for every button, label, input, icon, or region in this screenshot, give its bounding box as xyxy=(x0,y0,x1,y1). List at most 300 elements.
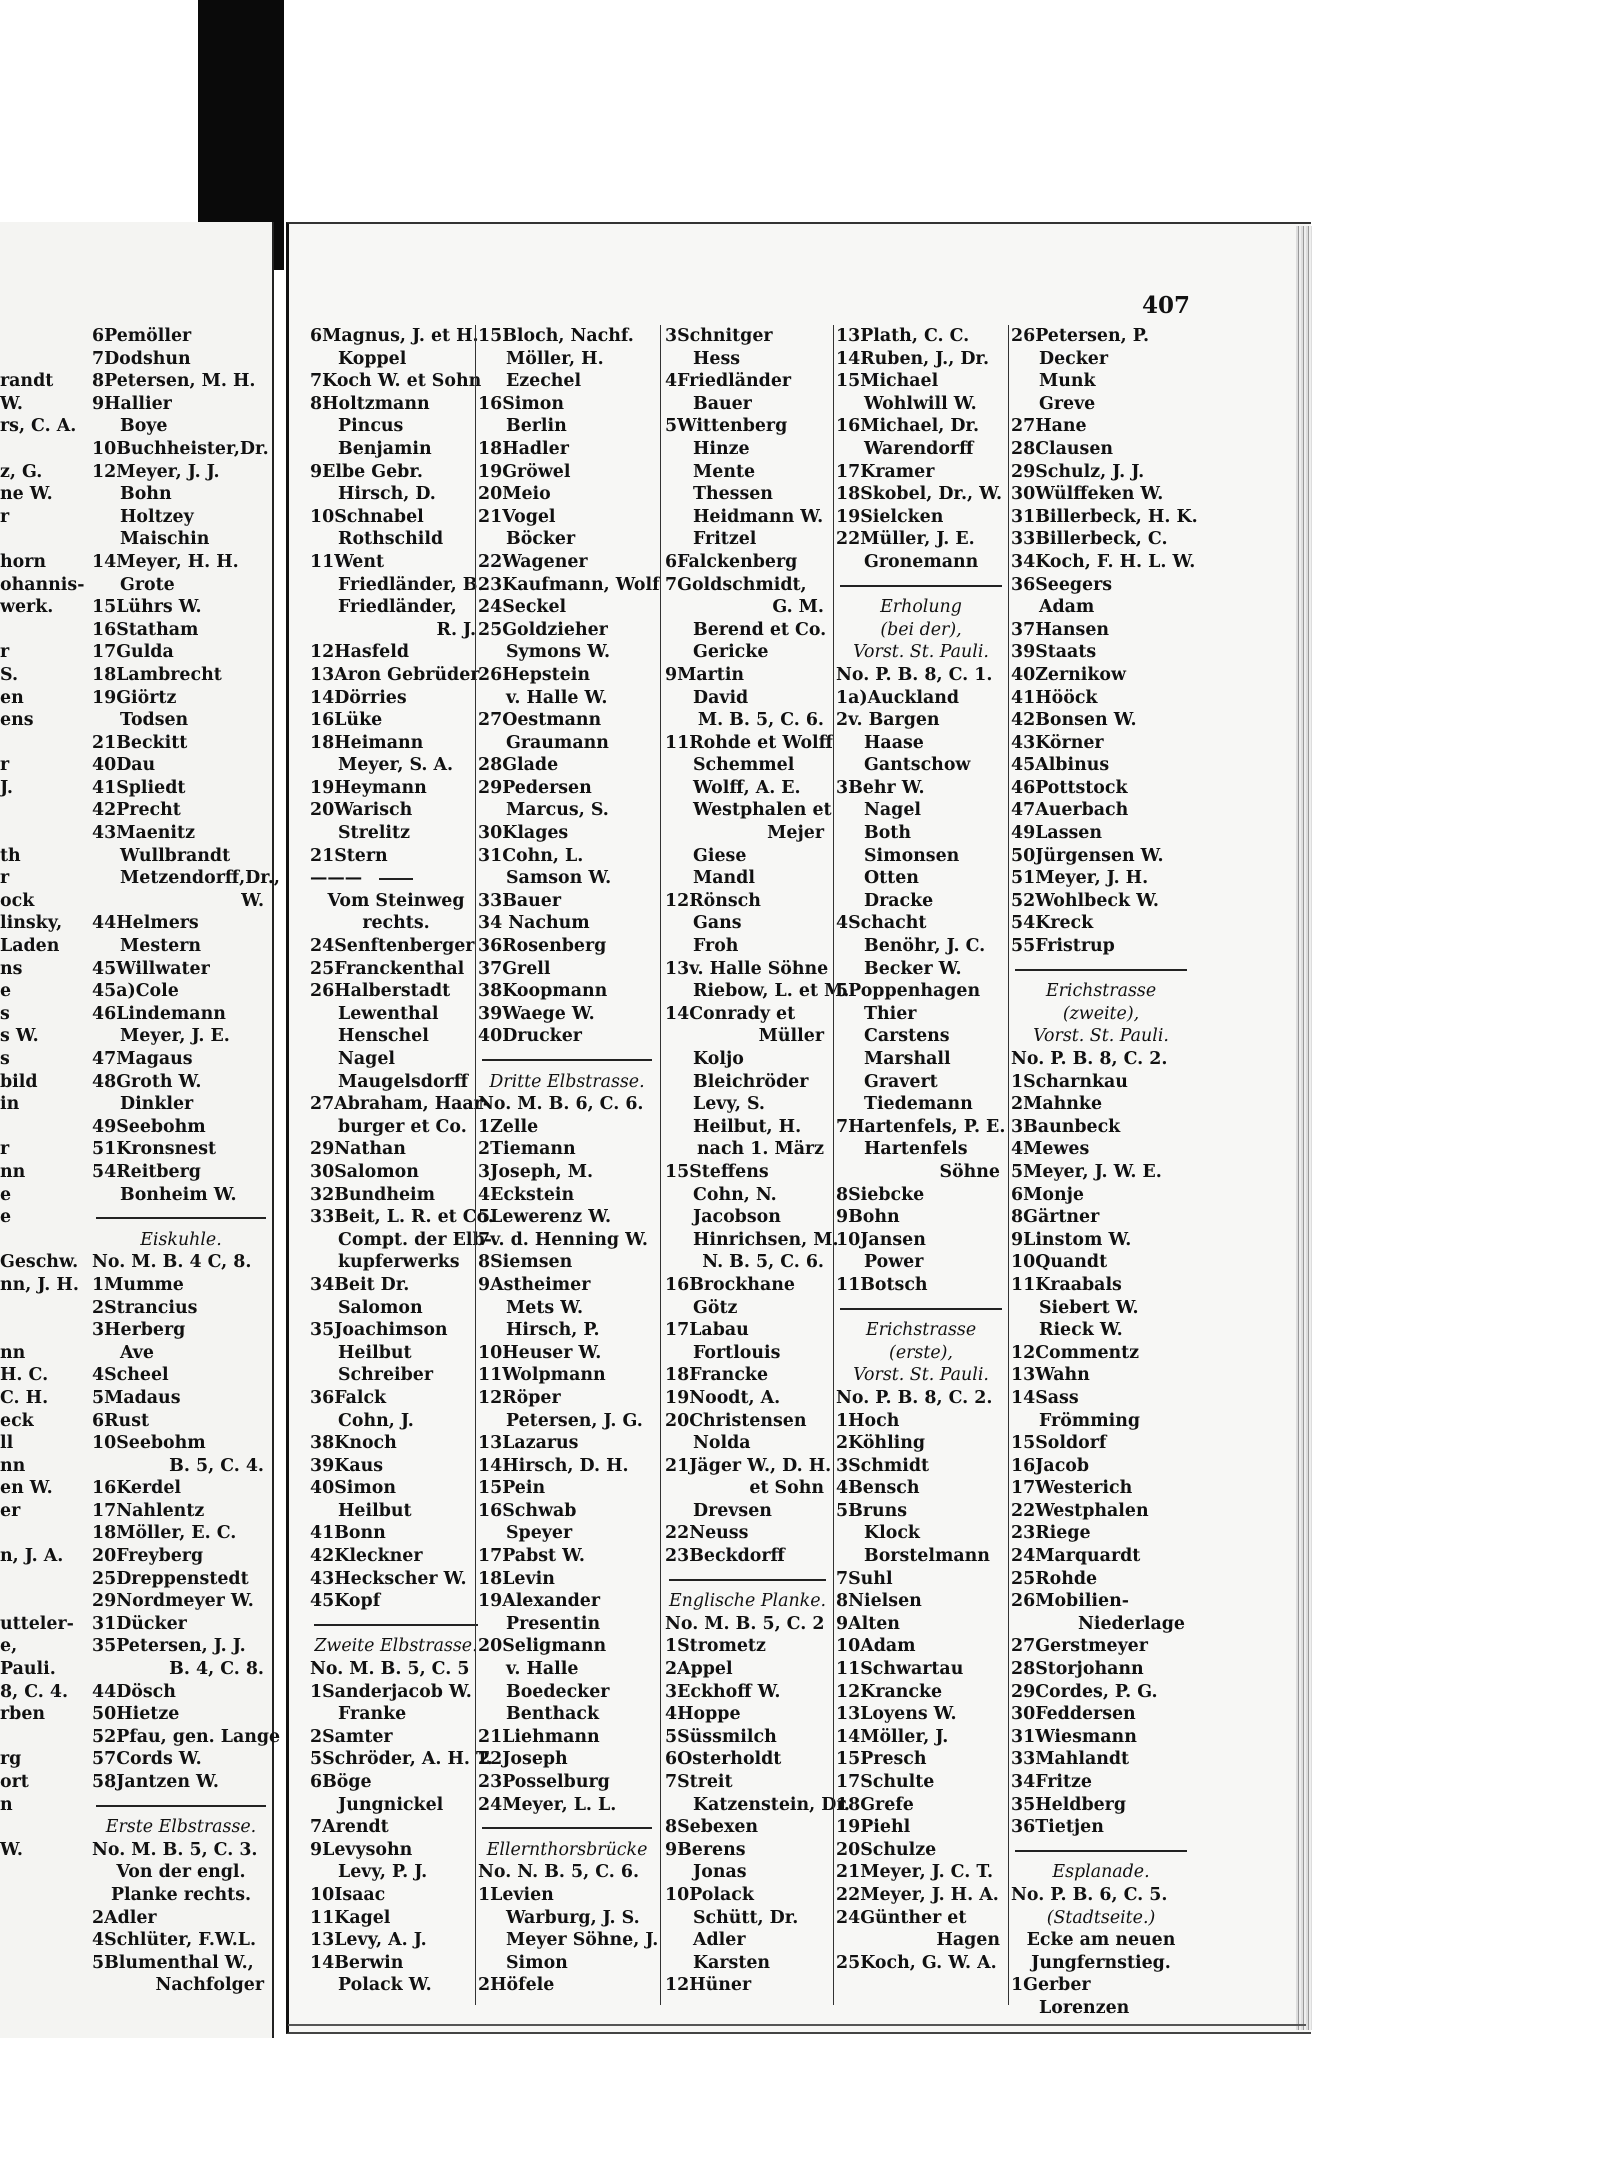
directory-entry: 9Astheimer xyxy=(478,1274,591,1295)
street-heading: (Stadtseite.) xyxy=(1046,1907,1156,1928)
street-heading: (zweite), xyxy=(1062,1003,1140,1024)
directory-entry: Simon xyxy=(506,1952,568,1973)
directory-entry: 44Helmers xyxy=(92,913,199,934)
directory-entry: 13Lazarus xyxy=(478,1433,579,1454)
directory-entry: 38Knoch xyxy=(310,1433,397,1454)
directory-entry: 21Stern xyxy=(310,845,388,866)
directory-entry: 14Meyer, H. H. xyxy=(92,551,239,572)
directory-entry: 8Sebexen xyxy=(665,1817,759,1838)
directory-entry: Mejer xyxy=(767,823,824,844)
directory-entry: e xyxy=(0,981,12,1002)
directory-entry: 5Süssmilch xyxy=(665,1726,777,1747)
directory-entry: en xyxy=(0,687,24,708)
directory-entry: 32Bundheim xyxy=(310,1184,436,1205)
directory-entry: 15Soldorf xyxy=(1011,1433,1107,1454)
directory-entry: 26Hepstein xyxy=(478,664,590,685)
directory-entry: r xyxy=(0,1139,10,1160)
directory-entry: Salomon xyxy=(338,1297,423,1318)
column-separator xyxy=(660,325,661,2005)
directory-entry: 28Clausen xyxy=(1011,438,1114,459)
directory-entry: 33Beit, L. R. et Co. xyxy=(310,1207,494,1228)
directory-entry: 3Baunbeck xyxy=(1011,1116,1121,1137)
directory-entry: 7Streit xyxy=(665,1772,733,1792)
directory-entry xyxy=(0,1816,90,1839)
directory-entry: Meyer Söhne, J. xyxy=(506,1930,659,1951)
directory-entry: Carstens xyxy=(864,1026,950,1047)
directory-entry: 31Dücker xyxy=(92,1613,187,1634)
directory-entry xyxy=(0,619,90,642)
directory-entry xyxy=(0,1229,90,1252)
directory-entry: Wullbrandt xyxy=(120,845,231,866)
directory-entry: 16Lüke xyxy=(310,710,383,731)
directory-entry: Pauli. xyxy=(0,1659,56,1680)
directory-entry: 8Siemsen xyxy=(478,1252,573,1273)
directory-entry xyxy=(0,799,90,822)
directory-entry: Power xyxy=(864,1252,924,1273)
directory-entry: 27Hane xyxy=(1011,416,1087,437)
directory-entry: 4Schlüter, F.W.L. xyxy=(92,1930,257,1951)
directory-entry: 34 Nachum xyxy=(478,913,590,934)
directory-entry: 8Siebcke xyxy=(836,1184,925,1205)
section-rule xyxy=(836,1297,1006,1320)
directory-entry: No. M. B. 5, C. 2 xyxy=(665,1613,825,1634)
directory-entry: 44Dösch xyxy=(92,1681,176,1702)
directory-entry: 19Sielcken xyxy=(836,506,944,527)
directory-entry: 20Christensen xyxy=(665,1410,807,1431)
directory-entry: 10Quandt xyxy=(1011,1252,1108,1273)
directory-entry: Hirsch, D. xyxy=(338,484,436,505)
directory-entry: 43Maenitz xyxy=(92,823,195,844)
directory-entry: 42Precht xyxy=(92,800,181,821)
directory-entry: 17Pabst W. xyxy=(478,1546,585,1567)
directory-entry: 40Drucker xyxy=(478,1026,582,1047)
directory-entry: utteler- xyxy=(0,1613,74,1634)
directory-entry: Niederlage xyxy=(1077,1613,1185,1634)
directory-entry: 6Osterholdt xyxy=(665,1749,782,1770)
directory-entry: r xyxy=(0,868,10,889)
directory-entry: werk. xyxy=(0,597,54,618)
directory-entry: 5Wittenberg xyxy=(665,416,788,437)
directory-entry: 27Gerstmeyer xyxy=(1011,1636,1148,1657)
directory-entry: Hinrichsen, M. xyxy=(693,1229,839,1250)
directory-entry: Götz xyxy=(693,1297,738,1318)
directory-entry: Tiedemann xyxy=(864,1094,973,1115)
directory-entry: 22Westphalen xyxy=(1011,1500,1149,1521)
directory-entry: Thessen xyxy=(693,484,773,505)
directory-entry: s xyxy=(0,1049,10,1069)
directory-entry: 21Liehmann xyxy=(478,1726,600,1747)
directory-entry: Fritzel xyxy=(693,529,757,550)
directory-entry: 1Hoch xyxy=(836,1410,900,1431)
directory-entry: 17Kramer xyxy=(836,461,935,482)
street-heading: Erichstrasse xyxy=(865,1320,977,1341)
directory-entry xyxy=(0,528,90,551)
directory-entry: 28Storjohann xyxy=(1011,1659,1144,1680)
directory-entry: Ave xyxy=(120,1342,154,1363)
directory-entry: Benöhr, J. C. xyxy=(864,936,986,957)
directory-entry: 14Sass xyxy=(1011,1387,1079,1408)
directory-entry: Mestern xyxy=(120,936,202,957)
directory-entry: 43Körner xyxy=(1011,732,1104,753)
directory-entry: No. P. B. 8, C. 1. xyxy=(836,664,993,685)
directory-entry: 1Levien xyxy=(478,1884,554,1905)
directory-entry: 1Mumme xyxy=(92,1274,184,1295)
directory-entry: 9Linstom W. xyxy=(1011,1229,1132,1250)
directory-entry: 20Meio xyxy=(478,484,551,505)
directory-entry: Gravert xyxy=(864,1071,938,1092)
street-heading: Vorst. St. Pauli. xyxy=(853,1365,989,1386)
directory-entry: 13Aron Gebrüder xyxy=(310,664,480,685)
directory-entry: 3Joseph, M. xyxy=(478,1161,594,1182)
directory-entry: rechts. xyxy=(362,913,430,934)
directory-entry: 6Falckenberg xyxy=(665,551,798,572)
directory-entry: 9Elbe Gebr. xyxy=(310,461,423,482)
directory-entry: 3Behr W. xyxy=(836,777,925,798)
directory-entry: Marshall xyxy=(864,1049,951,1069)
directory-entry: Schemmel xyxy=(693,755,795,776)
directory-entry: 13Loyens W. xyxy=(836,1704,957,1725)
directory-entry: Bleichröder xyxy=(693,1071,809,1092)
directory-entry: ll xyxy=(0,1433,14,1454)
directory-entry: 1Strometz xyxy=(665,1636,766,1657)
directory-entry: Nolda xyxy=(693,1433,751,1454)
directory-entry: Vom Steinweg xyxy=(327,890,465,911)
directory-entry: 50Jürgensen W. xyxy=(1011,845,1164,866)
directory-entry: 51Kronsnest xyxy=(92,1139,217,1160)
directory-entry: Berlin xyxy=(506,416,567,437)
directory-entry: 13v. Halle Söhne xyxy=(665,958,829,979)
directory-entry: 2Adler xyxy=(92,1907,157,1928)
directory-entry: 54Kreck xyxy=(1011,913,1094,934)
directory-entry: rg xyxy=(0,1749,22,1770)
directory-entry: 31Billerbeck, H. K. xyxy=(1011,506,1198,527)
directory-entry: 7Koch W. et Sohn xyxy=(310,371,482,392)
directory-entry: Mets W. xyxy=(506,1297,584,1318)
directory-entry xyxy=(0,438,90,461)
directory-entry: 41Bonn xyxy=(310,1523,386,1544)
directory-entry: 58Jantzen W. xyxy=(92,1772,219,1792)
directory-entry: 23Kaufmann, Wolf xyxy=(478,574,660,595)
directory-entry: e xyxy=(0,1207,12,1228)
directory-entry: 20Schulze xyxy=(836,1839,937,1860)
directory-entry: G. M. xyxy=(772,597,824,618)
directory-entry: B. 4, C. 8. xyxy=(169,1659,264,1680)
directory-entry: 19Heymann xyxy=(310,777,427,798)
section-rule xyxy=(478,1048,656,1071)
directory-entry: Froh xyxy=(693,936,739,957)
directory-entry: Rothschild xyxy=(338,529,444,550)
directory-entry: Nagel xyxy=(338,1049,395,1069)
directory-entry: 28Glade xyxy=(478,755,559,776)
street-heading: Englische Planke. xyxy=(668,1591,827,1612)
directory-entry: 40Zernikow xyxy=(1011,664,1126,685)
directory-entry: Pincus xyxy=(338,416,404,437)
directory-entry: Koljo xyxy=(693,1049,744,1069)
directory-entry: 23Posselburg xyxy=(478,1772,610,1792)
directory-entry: H. C. xyxy=(0,1365,49,1386)
directory-entry: 4Hoppe xyxy=(665,1704,741,1725)
directory-entry: 8Petersen, M. H. xyxy=(92,371,256,392)
directory-entry: 2Strancius xyxy=(92,1297,198,1318)
directory-entry: 40Simon xyxy=(310,1478,397,1499)
directory-entry: 7Suhl xyxy=(836,1568,893,1589)
directory-entry: 9Hallier xyxy=(92,393,172,414)
directory-entry: nach 1. März xyxy=(697,1139,824,1160)
directory-entry: 29Nordmeyer W. xyxy=(92,1591,254,1612)
section-rule xyxy=(1011,958,1191,981)
directory-entry: ens xyxy=(0,710,34,731)
directory-entry: 6Monje xyxy=(1011,1184,1084,1205)
directory-entry: rs, C. A. xyxy=(0,416,77,437)
directory-entry: 6Pemöller xyxy=(92,326,192,346)
directory-entry: nn xyxy=(0,1342,26,1363)
street-heading: Erichstrasse xyxy=(1045,981,1157,1002)
directory-entry: 10Adam xyxy=(836,1636,916,1657)
directory-entry: 3Schnitger xyxy=(665,326,773,346)
directory-entry: 15Bloch, Nachf. xyxy=(478,326,634,346)
directory-entry: 20Freyberg xyxy=(92,1546,204,1567)
directory-entry: Henschel xyxy=(338,1026,429,1047)
directory-entry: 2v. Bargen xyxy=(836,710,940,731)
directory-entry: 19Alexander xyxy=(478,1591,601,1612)
directory-entry: Jonas xyxy=(693,1862,747,1883)
directory-entry xyxy=(0,1726,90,1749)
directory-entry: Holtzey xyxy=(120,506,194,527)
directory-entry xyxy=(0,348,90,371)
directory-entry: W. xyxy=(241,890,264,911)
directory-entry: 3Schmidt xyxy=(836,1455,930,1476)
directory-entry: 25Koch, G. W. A. xyxy=(836,1952,997,1973)
directory-entry: 1a)Auckland xyxy=(836,687,960,708)
directory-entry: Wohlwill W. xyxy=(864,393,977,414)
column-separator xyxy=(475,325,476,2005)
directory-entry: 7v. d. Henning W. xyxy=(478,1229,648,1250)
directory-entry xyxy=(0,1568,90,1591)
directory-entry: Maischin xyxy=(120,529,210,550)
directory-entry: 18Lambrecht xyxy=(92,664,222,685)
directory-entry: 18Levin xyxy=(478,1568,555,1589)
directory-entry: 24Meyer, L. L. xyxy=(478,1794,617,1815)
directory-entry: 14Möller, J. xyxy=(836,1726,949,1747)
directory-entry: ns xyxy=(0,958,23,979)
directory-entry: 2Appel xyxy=(665,1659,733,1680)
directory-entry: 5Lewerenz W. xyxy=(478,1207,612,1228)
directory-entry: 9Martin xyxy=(665,664,745,685)
directory-column-4 xyxy=(836,325,1006,1974)
directory-entry: Adler xyxy=(693,1930,746,1951)
directory-entry: 15Pein xyxy=(478,1478,546,1499)
directory-entry: 10Isaac xyxy=(310,1884,386,1905)
directory-entry: s W. xyxy=(0,1026,39,1047)
directory-entry: 6Böge xyxy=(310,1772,372,1792)
directory-entry: r xyxy=(0,755,10,776)
section-rule xyxy=(665,1568,830,1591)
directory-entry: 11Wolpmann xyxy=(478,1365,606,1386)
directory-entry: 5Schröder, A. H. T. xyxy=(310,1749,493,1770)
directory-entry: 37Grell xyxy=(478,958,551,979)
directory-entry: 22Wagener xyxy=(478,551,588,572)
directory-entry: 18Möller, E. C. xyxy=(92,1523,237,1544)
directory-entry: 14Conrady et xyxy=(665,1003,796,1024)
directory-entry: 2Samter xyxy=(310,1726,393,1747)
directory-entry: 14Hirsch, D. H. xyxy=(478,1455,629,1476)
directory-entry: 41Spliedt xyxy=(92,777,186,798)
directory-entry: 2Köhling xyxy=(836,1433,926,1454)
directory-entry: 24Marquardt xyxy=(1011,1546,1141,1567)
directory-entry: Hess xyxy=(693,348,741,369)
directory-entry: R. J. xyxy=(436,619,476,640)
directory-entry: 38Koopmann xyxy=(478,981,608,1002)
directory-entry: v. Halle xyxy=(506,1659,579,1680)
directory-entry: Riebow, L. et M. xyxy=(693,981,850,1002)
directory-entry: Franke xyxy=(338,1704,407,1725)
directory-entry: 12Rönsch xyxy=(665,890,761,911)
directory-entry xyxy=(0,1590,90,1613)
directory-entry: Friedländer, B. xyxy=(338,574,484,595)
directory-entry: n, J. A. xyxy=(0,1546,64,1567)
directory-entry: 46Pottstock xyxy=(1011,777,1128,798)
directory-entry: 4Mewes xyxy=(1011,1139,1090,1160)
directory-entry: Dinkler xyxy=(120,1094,194,1115)
directory-entry: 4Scheel xyxy=(92,1365,169,1386)
directory-entry: Symons W. xyxy=(506,642,611,663)
directory-entry: 26Halberstadt xyxy=(310,981,451,1002)
directory-entry: nn, J. H. xyxy=(0,1274,79,1295)
directory-entry: Cohn, J. xyxy=(338,1410,414,1431)
directory-entry: 1Zelle xyxy=(478,1116,539,1137)
directory-entry: 27Abraham, Haar- xyxy=(310,1094,491,1115)
directory-entry: Speyer xyxy=(506,1523,573,1544)
directory-entry: No. N. B. 5, C. 6. xyxy=(478,1862,640,1883)
directory-entry: 17Schulte xyxy=(836,1772,935,1792)
directory-entry xyxy=(0,1522,90,1545)
directory-entry: linsky, xyxy=(0,913,63,934)
directory-entry: Samson W. xyxy=(506,868,612,889)
directory-entry: e, xyxy=(0,1636,18,1657)
directory-entry: Adam xyxy=(1039,597,1095,618)
directory-entry: Gantschow xyxy=(864,755,971,776)
directory-entry xyxy=(0,1116,90,1139)
directory-entry: Hagen xyxy=(936,1930,1000,1951)
directory-entry: 1Scharnkau xyxy=(1011,1071,1128,1092)
directory-entry: 9Bohn xyxy=(836,1207,900,1228)
directory-entry: Koppel xyxy=(338,348,407,369)
directory-entry: Hirsch, P. xyxy=(506,1320,600,1341)
directory-entry: Frömming xyxy=(1039,1410,1141,1431)
directory-entry: 39Waege W. xyxy=(478,1003,595,1024)
directory-entry: Heilbut xyxy=(338,1342,412,1363)
directory-entry: 15Michael xyxy=(836,371,939,392)
directory-entry: B. 5, C. 4. xyxy=(169,1455,264,1476)
directory-entry: 3Eckhoff W. xyxy=(665,1681,781,1702)
directory-entry: 47Auerbach xyxy=(1011,800,1129,821)
directory-entry: Graumann xyxy=(506,732,609,753)
directory-entry xyxy=(0,822,90,845)
directory-entry: 30Salomon xyxy=(310,1161,419,1182)
directory-entry: 26Mobilien- xyxy=(1011,1591,1129,1612)
directory-entry: horn xyxy=(0,551,47,572)
directory-entry: David xyxy=(693,687,749,708)
directory-entry: Siebert W. xyxy=(1039,1297,1139,1318)
directory-entry: 15Presch xyxy=(836,1749,927,1770)
directory-entry: 9Alten xyxy=(836,1613,900,1634)
directory-entry: r xyxy=(0,642,10,663)
directory-entry: Drevsen xyxy=(693,1500,772,1521)
directory-entry: 49Seebohm xyxy=(92,1116,206,1137)
directory-entry: 2Tiemann xyxy=(478,1139,576,1160)
directory-entry: 5Meyer, J. W. E. xyxy=(1011,1161,1162,1182)
directory-entry: randt xyxy=(0,371,54,392)
section-rule xyxy=(92,1794,270,1817)
street-heading: Esplanade. xyxy=(1052,1862,1150,1883)
directory-entry: 23Beckdorff xyxy=(665,1546,785,1567)
directory-entry: Mente xyxy=(693,461,756,482)
directory-column-2 xyxy=(478,325,660,1997)
directory-entry: 4Schacht xyxy=(836,913,927,934)
directory-entry: 18Grefe xyxy=(836,1794,914,1815)
directory-entry: Petersen, J. G. xyxy=(506,1410,643,1431)
street-heading: Zweite Elbstrasse. xyxy=(314,1636,478,1657)
directory-entry: Strelitz xyxy=(338,823,410,844)
directory-entry: 19Gröwel xyxy=(478,461,571,482)
directory-entry: 27Oestmann xyxy=(478,710,602,731)
directory-entry: 37Hansen xyxy=(1011,619,1110,640)
directory-entry: 50Hietze xyxy=(92,1704,180,1725)
directory-entry: Benjamin xyxy=(338,438,432,459)
directory-entry: 43Heckscher W. xyxy=(310,1568,467,1589)
directory-entry: 17Nahlentz xyxy=(92,1500,205,1521)
directory-entry: Klock xyxy=(864,1523,920,1544)
directory-entry: 36Seegers xyxy=(1011,574,1113,595)
directory-entry: z, G. xyxy=(0,461,43,482)
directory-entry: 17Gulda xyxy=(92,642,174,663)
directory-entry: 39Kaus xyxy=(310,1455,384,1476)
section-rule xyxy=(1011,1839,1191,1862)
directory-entry: J. xyxy=(0,777,13,798)
directory-entry: Lewenthal xyxy=(338,1003,439,1024)
directory-entry: Geschw. xyxy=(0,1252,79,1273)
directory-entry: C. H. xyxy=(0,1387,49,1408)
directory-entry: Bohn xyxy=(120,484,172,505)
directory-entry: 14Berwin xyxy=(310,1952,404,1973)
directory-entry: 19Noodt, A. xyxy=(665,1387,781,1408)
directory-entry: 51Meyer, J. H. xyxy=(1011,868,1149,889)
directory-entry: er xyxy=(0,1500,21,1521)
directory-entry: 6Rust xyxy=(92,1410,150,1431)
directory-entry: Jungnickel xyxy=(338,1794,444,1815)
directory-entry: 10Schnabel xyxy=(310,506,424,527)
directory-entry: 10Seebohm xyxy=(92,1433,206,1454)
directory-entry: n xyxy=(0,1794,13,1815)
section-rule: ——— xyxy=(310,867,482,890)
street-heading: Erste Elbstrasse. xyxy=(105,1817,257,1838)
section-rule xyxy=(310,1613,482,1636)
section-rule xyxy=(836,574,1006,597)
directory-entry: Ezechel xyxy=(506,371,582,392)
directory-entry: 23Riege xyxy=(1011,1523,1091,1544)
directory-entry: 12Meyer, J. J. xyxy=(92,461,220,482)
directory-entry: 33Mahlandt xyxy=(1011,1749,1130,1770)
directory-entry: Thier xyxy=(864,1003,917,1024)
directory-entry: 14Dörries xyxy=(310,687,407,708)
directory-entry: 22Joseph xyxy=(478,1749,568,1770)
street-heading: Erholung xyxy=(880,597,962,618)
directory-entry: Metzendorff,Dr., xyxy=(120,868,280,889)
directory-entry: 20Warisch xyxy=(310,800,413,821)
directory-entry: 30Wülffeken W. xyxy=(1011,484,1164,505)
directory-entry: 35Petersen, J. J. xyxy=(92,1636,246,1657)
directory-entry: 31Wiesmann xyxy=(1011,1726,1137,1747)
